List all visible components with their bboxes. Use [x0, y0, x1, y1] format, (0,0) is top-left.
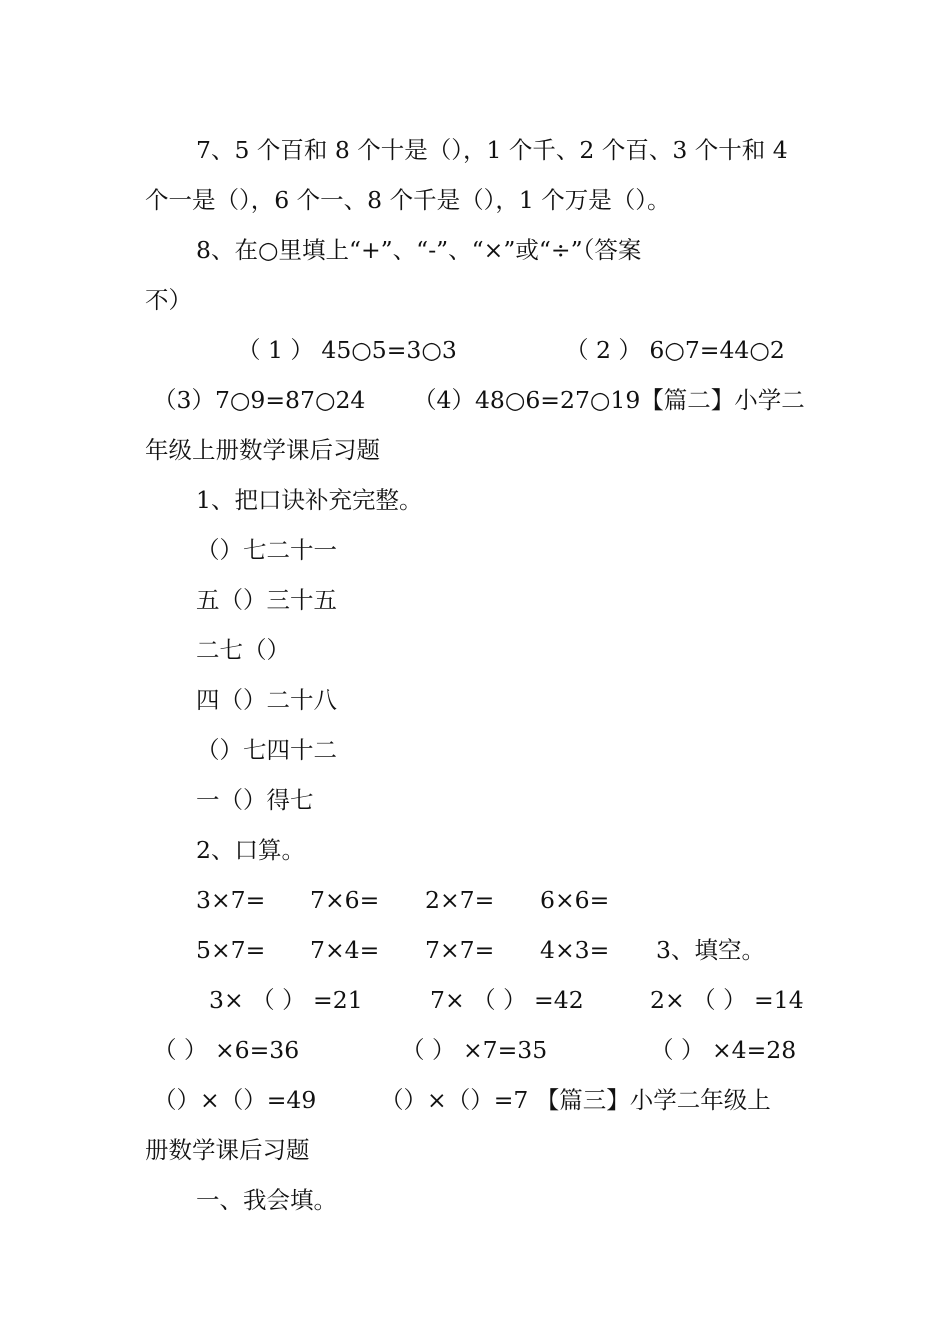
fill-6: （ ） ×4=28 [650, 1036, 797, 1064]
calc-4: 6×6= [540, 886, 610, 914]
question-8-part2: 不） [145, 286, 192, 314]
calc-6: 7×4= [310, 936, 380, 964]
text-line-5 [145, 325, 810, 375]
equation-3: （3）7○9=87○24 [153, 386, 366, 414]
text-line-7 [145, 425, 810, 475]
calc-2: 7×6= [310, 886, 380, 914]
calc-3: 2×7= [425, 886, 495, 914]
text-line-6 [145, 375, 810, 425]
exercise-1-prompt: 1、把口诀补充完整。 [196, 486, 423, 514]
question-7-part2: 个一是（），6 个一、8 个千是（），1 个万是（）。 [145, 186, 671, 214]
section-3-title: 册数学课后习题 [145, 1136, 310, 1164]
fill-1: 3× （ ） =21 [209, 986, 363, 1014]
text-line-3 [196, 225, 810, 275]
fill-5: （ ） ×7=35 [401, 1036, 548, 1064]
text-line-1 [196, 125, 810, 175]
text-line-21 [145, 1125, 810, 1175]
fill-8-with-heading: （）×（）=7 【篇三】小学二年级上 [380, 1086, 771, 1114]
verse-1: （）七二十一 [196, 536, 337, 564]
calc-7: 7×7= [425, 936, 495, 964]
text-line-19 [145, 1025, 810, 1075]
section-2-title: 年级上册数学课后习题 [145, 436, 380, 464]
text-line-8 [196, 475, 810, 525]
text-line-22 [196, 1175, 810, 1225]
fill-3: 2× （ ） =14 [650, 986, 804, 1014]
question-7-part1: 7、5 个百和 8 个十是（），1 个千、2 个百、3 个十和 4 [196, 136, 788, 164]
equation-4-with-heading: （4）48○6=27○19【篇二】小学二 [413, 386, 805, 414]
text-line-18 [145, 975, 810, 1025]
verse-5: （）七四十二 [196, 736, 337, 764]
question-8-part1: 8、在○里填上“+”、“-”、“×”或“÷”（答案 [196, 236, 642, 264]
calc-1: 3×7= [196, 886, 266, 914]
verse-4: 四（）二十八 [196, 686, 337, 714]
fill-7: （）×（）=49 [153, 1086, 317, 1114]
equation-2: （ 2 ） 6○7=44○2 [565, 336, 785, 364]
text-line-12 [196, 675, 810, 725]
calc-5: 5×7= [196, 936, 266, 964]
text-line-16 [196, 875, 810, 925]
text-line-9 [196, 525, 810, 575]
text-line-11 [196, 625, 810, 675]
calc-8: 4×3= [540, 936, 610, 964]
text-line-4 [145, 275, 810, 325]
text-line-17 [196, 925, 810, 975]
text-line-14 [196, 775, 810, 825]
verse-6: 一（）得七 [196, 786, 314, 814]
text-line-15 [196, 825, 810, 875]
text-line-10 [196, 575, 810, 625]
verse-2: 五（）三十五 [196, 586, 337, 614]
exercise-2-prompt: 2、口算。 [196, 836, 305, 864]
text-line-13 [196, 725, 810, 775]
exercise-3-prompt: 3、填空。 [656, 936, 765, 964]
fill-2: 7× （ ） =42 [430, 986, 584, 1014]
text-line-20 [145, 1075, 810, 1125]
section-3-exercise-1: 一、我会填。 [196, 1186, 337, 1214]
equation-1: （ 1 ） 45○5=3○3 [237, 336, 457, 364]
verse-3: 二七（） [196, 636, 290, 664]
text-line-2 [145, 175, 810, 225]
fill-4: （ ） ×6=36 [153, 1036, 300, 1064]
